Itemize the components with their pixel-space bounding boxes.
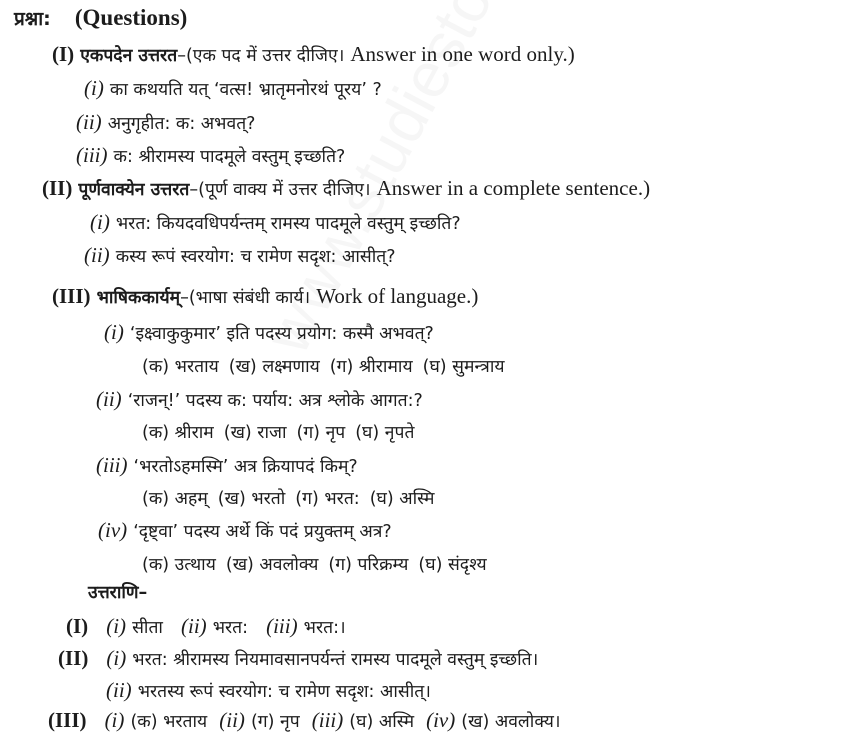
option-kha: (ख) अवलोक्य xyxy=(225,555,319,575)
answers-heading-text: उत्तराणि– xyxy=(88,583,148,603)
section-number: (III) xyxy=(52,284,91,308)
question-text: अनुगृहीत: क: अभवत्? xyxy=(107,114,256,134)
option-ka: (क) उत्थाय xyxy=(142,555,216,575)
answer-number: (i) xyxy=(106,646,127,670)
answer-number: (ii) xyxy=(181,614,207,638)
answer-text: (घ) अस्मि xyxy=(349,712,415,732)
answer-text: (ग) नृप xyxy=(250,712,300,732)
question-item xyxy=(104,320,434,346)
section-heading: पूर्णवाक्येन उत्तरत xyxy=(78,180,190,200)
option-row xyxy=(142,486,444,511)
section-1-header xyxy=(52,42,575,68)
question-text: ‘भरतोऽहमस्मि’ अत्र क्रियापदं किम्? xyxy=(133,457,358,477)
option-ka: (क) श्रीराम xyxy=(142,423,214,443)
section-instruction-hindi: –(पूर्ण वाक्य में उत्तर दीजिए। xyxy=(189,180,371,200)
answer-section-number: (III) xyxy=(48,708,87,732)
question-number: (ii) xyxy=(76,110,102,134)
answer-text: भरतस्य रूपं स्वरयोग: च रामेण सदृश: आसीत्। xyxy=(137,682,431,702)
option-row xyxy=(142,552,497,577)
section-number: (I) xyxy=(52,42,75,66)
question-item xyxy=(84,76,382,102)
section-3-header xyxy=(52,284,478,310)
question-number: (iii) xyxy=(76,143,108,167)
answer-row-2 xyxy=(58,646,538,672)
question-item xyxy=(90,210,461,236)
section-2-header xyxy=(42,176,650,202)
section-instruction-english: Answer in a complete sentence.) xyxy=(376,176,651,200)
question-item xyxy=(96,453,358,479)
answer-row-3 xyxy=(48,708,560,734)
option-ga: (ग) परिक्रम्य xyxy=(328,555,409,575)
answer-number: (ii) xyxy=(106,678,132,702)
option-ga: (ग) भरत: xyxy=(295,489,360,509)
answer-number: (iii) xyxy=(266,614,298,638)
answer-number: (i) xyxy=(104,708,125,732)
question-text: ‘दृष्ट्वा’ पदस्य अर्थे किं पदं प्रयुक्तम् अत्र? xyxy=(133,522,392,542)
answer-text: (क) भरताय xyxy=(130,712,208,732)
section-heading: एकपदेन उत्तरत xyxy=(80,46,178,66)
question-text: भरत: कियदवधिपर्यन्तम् रामस्य पादमूले वस्तुम् इच्छति? xyxy=(115,214,461,234)
option-gha: (घ) संदृश्य xyxy=(418,555,487,575)
section-instruction-hindi: –(भाषा संबंधी कार्य। xyxy=(180,288,311,308)
question-item xyxy=(96,387,423,413)
question-number: (i) xyxy=(84,76,104,100)
option-row xyxy=(142,420,424,445)
answer-text: भरत: xyxy=(212,618,249,638)
option-ga: (ग) नृप xyxy=(296,423,346,443)
question-number: (i) xyxy=(104,320,124,344)
option-kha: (ख) लक्ष्मणाय xyxy=(228,357,320,377)
option-kha: (ख) राजा xyxy=(223,423,287,443)
answer-text: (ख) अवलोक्य। xyxy=(461,712,561,732)
title-english: (Questions) xyxy=(74,5,188,30)
section-number: (II) xyxy=(42,176,73,200)
option-gha: (घ) सुमन्त्राय xyxy=(422,357,505,377)
option-row xyxy=(142,354,515,379)
answers-heading xyxy=(88,580,147,605)
answer-section-number: (II) xyxy=(58,646,89,670)
option-ka: (क) अहम् xyxy=(142,489,208,509)
section-instruction-english: Answer in one word only.) xyxy=(350,42,575,66)
answer-number: (ii) xyxy=(219,708,245,732)
question-item xyxy=(76,110,255,136)
question-number: (ii) xyxy=(84,243,110,267)
section-instruction-hindi: –(एक पद में उत्तर दीजिए। xyxy=(177,46,345,66)
option-ka: (क) भरताय xyxy=(142,357,219,377)
question-number: (i) xyxy=(90,210,110,234)
title-hindi: प्रश्ना: xyxy=(14,8,51,30)
question-item xyxy=(84,243,396,269)
question-text: का कथयति यत् ‘वत्स! भ्रातृमनोरथं पूरय’ ? xyxy=(109,80,382,100)
answer-text: सीता xyxy=(132,618,163,638)
question-number: (ii) xyxy=(96,387,122,411)
option-gha: (घ) नृपते xyxy=(355,423,415,443)
option-gha: (घ) अस्मि xyxy=(369,489,435,509)
question-number: (iii) xyxy=(96,453,128,477)
answer-text: भरत: श्रीरामस्य नियमावसानपर्यन्तं रामस्य पादमूले वस्तुम् इच्छति। xyxy=(132,650,539,670)
option-kha: (ख) भरतो xyxy=(217,489,286,509)
question-number: (iv) xyxy=(98,518,128,542)
answer-row-1 xyxy=(66,614,346,640)
question-item xyxy=(76,143,345,169)
question-item xyxy=(98,518,392,544)
answer-number: (i) xyxy=(106,614,127,638)
question-text: ‘राजन्!’ पदस्य क: पर्याय: अत्र श्लोके आगत:? xyxy=(127,391,423,411)
section-heading: भाषिककार्यम् xyxy=(96,288,181,308)
question-text: कस्य रूपं स्वरयोग: च रामेण सदृश: आसीत्? xyxy=(115,247,396,267)
option-ga: (ग) श्रीरामाय xyxy=(329,357,413,377)
question-text: क: श्रीरामस्य पादमूले वस्तुम् इच्छति? xyxy=(113,147,346,167)
answer-row-2b xyxy=(106,678,431,704)
answer-number: (iv) xyxy=(426,708,456,732)
section-instruction-english: Work of language.) xyxy=(316,284,479,308)
page-title xyxy=(14,6,187,31)
answer-number: (iii) xyxy=(311,708,344,732)
answer-section-number: (I) xyxy=(66,614,89,638)
question-text: ‘इक्ष्वाकुकुमार’ इति पदस्य प्रयोग: कस्मै अभवत्? xyxy=(129,324,434,344)
answer-text: भरत:। xyxy=(303,618,346,638)
